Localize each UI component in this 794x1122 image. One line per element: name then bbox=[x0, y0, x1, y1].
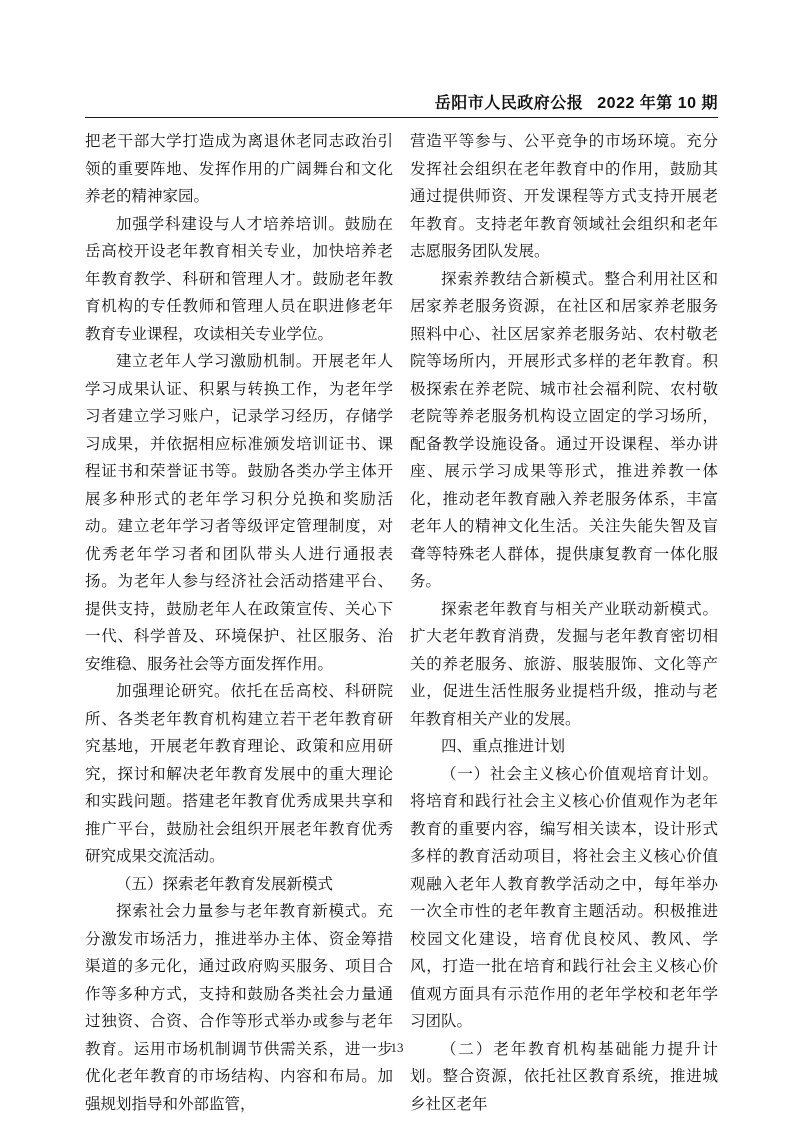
page-number: 13 bbox=[390, 1040, 404, 1055]
paragraph: （二）老年教育机构基础能力提升计划。整合资源，依托社区教育系统，推进城乡社区老年 bbox=[410, 1040, 718, 1113]
paragraph: 加强学科建设与人才培养培训。鼓励在岳高校开设老年教育相关专业，加快培养老年教育教学、科研和管理人才。鼓励老年教育机构的专任教师和管理人员在职进修老年教育专业课程，攻读相关专业学位。 bbox=[85, 215, 393, 343]
gazette-title: 岳阳市人民政府公报 bbox=[434, 95, 584, 112]
paragraph: 把老干部大学打造成为离退休老同志政治引领的重要阵地、发挥作用的广阔舞台和文化养老的精神家园。 bbox=[85, 133, 393, 205]
paragraph: 探索养教结合新模式。整合利用社区和居家养老服务资源，在社区和居家养老服务照料中心、社区居家养老服务站、农村敬老院等场所内，开展形式多样的老年教育。积极探索在养老院、城市社会福利院、农村敬老院等养老服务机构设立固定的学习场所，配备教学设施设备。通过开设课程、举办讲座、展示学习成果等形式，推进养教一体化，推动老年教育融入养老服务体系，丰富老年人的精神文化生活。关注失能失智及盲聋等特殊老人群体，提供康复教育一体化服务。 bbox=[410, 270, 718, 590]
paragraph: 探索老年教育与相关产业联动新模式。扩大老年教育消费，发掘与老年教育密切相关的养老服务、旅游、服装服饰、文化等产业，促进生活性服务业提档升级，推动与老年教育相关产业的发展。 bbox=[410, 600, 718, 728]
header-rule bbox=[85, 117, 718, 118]
paragraph: 加强理论研究。依托在岳高校、科研院所、各类老年教育机构建立若干老年教育研究基地，开展老年教育理论、政策和应用研究，探讨和解决老年教育发展中的重大理论和实践问题。搭建老年教育优秀成果共享和推广平台，鼓励社会组织开展老年教育优秀研究成果交流活动。 bbox=[85, 683, 393, 865]
left-column bbox=[85, 128, 393, 1118]
paragraph: （五）探索老年教育发展新模式 bbox=[116, 875, 334, 893]
paragraph: 四、重点推进计划 bbox=[441, 738, 566, 755]
paragraph: 营造平等参与、公平竞争的市场环境。充分发挥社会组织在老年教育中的作用，鼓励其通过提供师资、开发课程等方式支持开展老年教育。支持老年教育领域社会组织和老年志愿服务团队发展。 bbox=[410, 133, 718, 260]
body-columns bbox=[85, 128, 718, 1118]
paragraph: 建立老年人学习激励机制。开展老年人学习成果认证、积累与转换工作，为老年学习者建立学习账户，记录学习经历，存储学习成果，并依据相应标准颁发培训证书、课程证书和荣誉证书等。鼓励各类办学主体开展多种形式的老年学习积分兑换和奖励活动。建立老年学习者等级评定管理制度，对优秀老年学习者和团队带头人进行通报表扬。为老年人参与经济社会活动搭建平台、提供支持，鼓励老年人在政策宣传、关心下一代、科学普及、环境保护、社区服务、治安维稳、服务社会等方面发挥作用。 bbox=[85, 353, 393, 673]
paragraph: （一）社会主义核心价值观培育计划。将培育和践行社会主义核心价值观作为老年教育的重要内容，编写相关读本，设计形式多样的教育活动项目，将社会主义核心价值观融入老年人教育教学活动之中，每年举办一次全市性的老年教育主题活动。积极推进校园文化建设，培育优良校风、教风、学风，打造一批在培育和践行社会主义核心价值观方面具有示范作用的老年学校和老年学习团队。 bbox=[410, 765, 718, 1030]
right-column bbox=[410, 128, 718, 1118]
page-header bbox=[85, 90, 718, 113]
gazette-issue: 2022 年第 10 期 bbox=[597, 95, 718, 112]
paragraph: 探索社会力量参与老年教育新模式。充分激发市场活力，推进举办主体、资金筹措渠道的多元化，通过政府购买服务、项目合作等多种方式，支持和鼓励各类社会力量通过独资、合资、合作等形式举办或参与老年教育。运用市场机制调节供需关系，进一步优化老年教育的市场结构、内容和布局。加强规划指导和外部监管， bbox=[85, 903, 393, 1113]
